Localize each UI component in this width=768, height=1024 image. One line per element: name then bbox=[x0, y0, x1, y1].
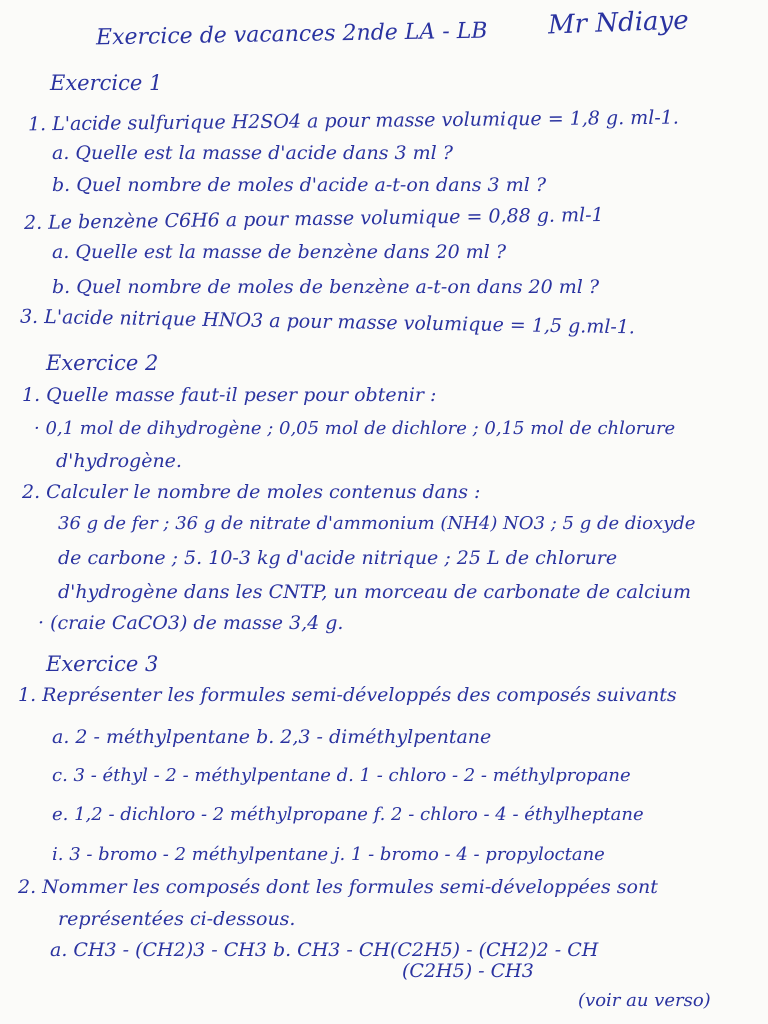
exercise2-line-6: de carbone ; 5. 10-3 kg d'acide nitrique ; 25 L de chlorure bbox=[58, 547, 618, 569]
exercise2-line-4: 2. Calculer le nombre de moles contenus dans : bbox=[22, 481, 481, 503]
exercise1-line-2: a. Quelle est la masse d'acide dans 3 ml ? bbox=[52, 142, 453, 164]
exercise3-line-1: 1. Représenter les formules semi-développés des composés suivants bbox=[18, 684, 677, 706]
exercise3-line-2: a. 2 - méthylpentane b. 2,3 - diméthylpentane bbox=[52, 726, 492, 748]
footer-note: (voir au verso) bbox=[578, 990, 711, 1011]
exercise1-line-3: b. Quel nombre de moles d'acide a-t-on dans 3 ml ? bbox=[52, 174, 547, 196]
exercise3-heading: Exercice 3 bbox=[46, 652, 159, 676]
exercise1-line-1: 1. L'acide sulfurique H2SO4 a pour masse volumique = 1,8 g. ml-1. bbox=[27, 106, 679, 136]
exercise2-heading: Exercice 2 bbox=[46, 351, 159, 375]
exercise1-line-7: 3. L'acide nitrique HNO3 a pour masse volumique = 1,5 g.ml-1. bbox=[19, 305, 636, 339]
exercise2-line-3: d'hydrogène. bbox=[56, 450, 182, 472]
exercise1-line-4: 2. Le benzène C6H6 a pour masse volumique = 0,88 g. ml-1 bbox=[23, 203, 604, 235]
exercise3-line-8: a. CH3 - (CH2)3 - CH3 b. CH3 - CH(C2H5) - (CH2)2 - CH bbox=[50, 939, 599, 961]
exercise2-line-8: · (craie CaCO3) de masse 3,4 g. bbox=[38, 612, 344, 634]
author-name: Mr Ndiaye bbox=[547, 5, 690, 41]
exercise1-line-6: b. Quel nombre de moles de benzène a-t-on dans 20 ml ? bbox=[52, 276, 600, 298]
exercise3-line-7: représentées ci-dessous. bbox=[58, 908, 296, 930]
exercise1-heading: Exercice 1 bbox=[50, 71, 163, 95]
exercise2-line-5: 36 g de fer ; 36 g de nitrate d'ammonium (NH4) NO3 ; 5 g de dioxyde bbox=[58, 513, 696, 534]
exercise3-line-9: (C2H5) - CH3 bbox=[402, 960, 534, 982]
exercise2-line-2: · 0,1 mol de dihydrogène ; 0,05 mol de dichlore ; 0,15 mol de chlorure bbox=[34, 418, 676, 439]
exercise2-line-1: 1. Quelle masse faut-il peser pour obtenir : bbox=[22, 384, 437, 406]
exercise1-line-5: a. Quelle est la masse de benzène dans 20 ml ? bbox=[52, 241, 507, 263]
page-title: Exercice de vacances 2nde LA - LB bbox=[95, 18, 488, 51]
exercise3-line-5: i. 3 - bromo - 2 méthylpentane j. 1 - bromo - 4 - propyloctane bbox=[52, 844, 605, 865]
exercise3-line-4: e. 1,2 - dichloro - 2 méthylpropane f. 2 - chloro - 4 - éthylheptane bbox=[52, 804, 644, 825]
exercise3-line-3: c. 3 - éthyl - 2 - méthylpentane d. 1 - chloro - 2 - méthylpropane bbox=[52, 765, 631, 786]
exercise2-line-7: d'hydrogène dans les CNTP, un morceau de carbonate de calcium bbox=[58, 581, 692, 603]
exercise3-line-6: 2. Nommer les composés dont les formules semi-développées sont bbox=[18, 876, 658, 898]
